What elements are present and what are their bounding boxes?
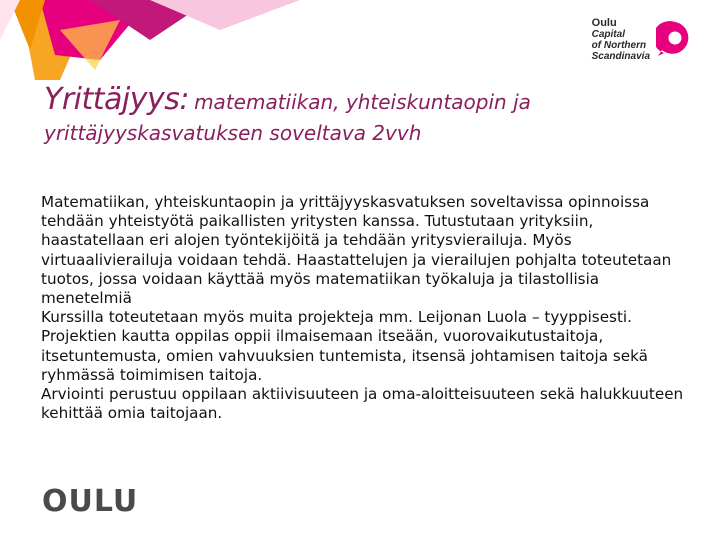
oulu-footer-logo: OULU <box>42 484 139 519</box>
body-paragraph-2: Kurssilla toteutetaan myös muita projekteja mm. Leijonan Luola – tyyppisesti. Projektien kautta oppilas oppii ilmaisemaan itseään, vuorovaikutustaitoja, itsetuntemusta, omien vahvuuksien tuntemista, itsensä johtamisen taitoja sekä ryhmässä toimimisen taitoja. <box>41 308 648 384</box>
brand-wordmark <box>592 18 650 62</box>
title-line-2: yrittäjyyskasvatuksen soveltava 2vvh <box>44 121 422 145</box>
brand-tagline-3: Scandinavia <box>591 51 650 62</box>
oulu-brand-icon <box>656 20 694 58</box>
body-text <box>41 193 691 423</box>
brand-tagline-1: Capital <box>591 29 625 40</box>
title-main: Yrittäjyys: <box>44 82 189 117</box>
decorative-corner-graphic <box>0 0 330 80</box>
body-paragraph-1: Matematiikan, yhteiskuntaopin ja yrittäjyyskasvatuksen soveltavissa opinnoissa tehdään yhteistyötä paikallisten yritysten kanssa. Tutustutaan yrityksiin, haastatellaan eri alojen työntekijöitä ja tehdään yritysvierailuja. Myös virtuaalivierailuja voidaan tehdä. Haastattelujen ja vierailujen pohjalta toteutetaan tuotos, jossa voidaan käyttää myös matematiikan työkaluja ja tilastollisia menetelmiä <box>41 193 672 308</box>
body-paragraph-3: Arviointi perustuu oppilaan aktiivisuuteen ja oma-aloitteisuuteen sekä halukkuuteen kehittää omia taitojaan. <box>41 385 684 423</box>
title-rest: matematiikan, yhteiskuntaopin ja <box>194 90 531 114</box>
slide-title <box>44 82 694 145</box>
brand-name: Oulu <box>591 17 617 29</box>
brand-tagline-2: of Northern <box>591 40 647 51</box>
